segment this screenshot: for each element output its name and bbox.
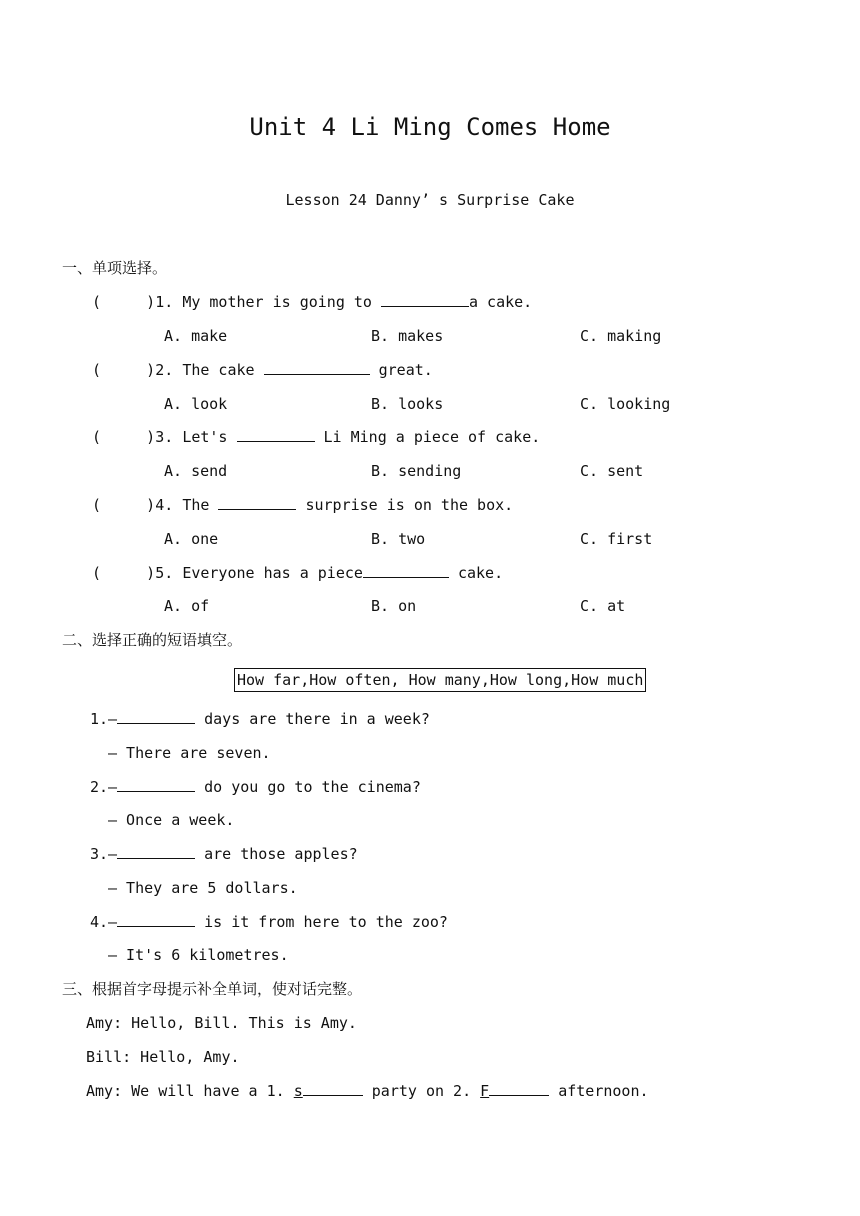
question-number: 1.	[155, 293, 174, 311]
reply-1: — There are seven.	[108, 744, 271, 762]
item-number: 2.—	[90, 778, 118, 796]
item-text: is it from here to the zoo?	[195, 913, 448, 931]
option-b: B. makes	[371, 327, 444, 345]
item-text: days are there in a week?	[195, 710, 430, 728]
option-b: B. sending	[371, 462, 462, 480]
question-text-after: great.	[369, 361, 433, 379]
answer-blank[interactable]	[381, 292, 469, 307]
option-a: A. look	[164, 395, 228, 413]
question-text-before: Let's	[182, 428, 237, 446]
option-c: C. making	[580, 327, 662, 345]
word-bank-box: How far,How often, How many,How long,How much	[234, 668, 646, 692]
dialogue-text: Amy: We will have a 1.	[86, 1082, 294, 1100]
section-2-heading: 二、选择正确的短语填空。	[62, 631, 243, 649]
option-c: C. sent	[580, 462, 644, 480]
page-subtitle: Lesson 24 Danny’ s Surprise Cake	[285, 191, 575, 209]
question-3	[92, 427, 540, 447]
answer-blank[interactable]	[218, 495, 296, 510]
fill-item-2	[90, 777, 421, 797]
item-number: 1.—	[90, 710, 118, 728]
answer-blank[interactable]	[117, 777, 195, 792]
item-number: 4.—	[90, 913, 118, 931]
fill-item-4	[90, 912, 448, 932]
question-number: 5.	[155, 564, 174, 582]
option-a: A. make	[164, 327, 228, 345]
option-a: A. send	[164, 462, 228, 480]
answer-blank[interactable]	[303, 1081, 363, 1096]
question-text-before: Everyone has a piece	[182, 564, 363, 582]
dialogue-line-2: Bill: Hello, Amy.	[86, 1048, 240, 1066]
answer-blank[interactable]	[117, 844, 195, 859]
answer-blank[interactable]	[489, 1081, 549, 1096]
question-number: 4.	[155, 496, 174, 514]
question-text-after: Li Ming a piece of cake.	[314, 428, 541, 446]
section-3-heading: 三、根据首字母提示补全单词，使对话完整。	[62, 980, 363, 998]
dialogue-line-1: Amy: Hello, Bill. This is Amy.	[86, 1014, 357, 1032]
dialogue-line-3	[86, 1081, 649, 1101]
question-text-after: surprise is on the box.	[296, 496, 514, 514]
answer-blank[interactable]	[363, 563, 449, 578]
reply-3: — They are 5 dollars.	[108, 879, 298, 897]
option-c: C. at	[580, 597, 626, 615]
question-4	[92, 495, 513, 515]
answer-blank[interactable]	[237, 427, 315, 442]
answer-blank[interactable]	[117, 709, 195, 724]
option-b: B. on	[371, 597, 417, 615]
option-c: C. looking	[580, 395, 671, 413]
option-a: A. one	[164, 530, 219, 548]
question-text-after: a cake.	[469, 293, 533, 311]
answer-parenthesis[interactable]: ( )	[92, 428, 156, 446]
answer-blank[interactable]	[117, 912, 195, 927]
option-b: B. looks	[371, 395, 444, 413]
page-title: Unit 4 Li Ming Comes Home	[249, 113, 611, 141]
fill-item-3	[90, 844, 358, 864]
question-text-before: The	[182, 496, 219, 514]
question-5	[92, 563, 503, 583]
hint-letter-2: F	[480, 1082, 490, 1100]
answer-parenthesis[interactable]: ( )	[92, 496, 156, 514]
reply-2: — Once a week.	[108, 811, 235, 829]
hint-letter-1: s	[293, 1082, 303, 1100]
answer-parenthesis[interactable]: ( )	[92, 361, 156, 379]
question-number: 2.	[155, 361, 174, 379]
answer-parenthesis[interactable]: ( )	[92, 564, 156, 582]
option-c: C. first	[580, 530, 653, 548]
answer-blank[interactable]	[264, 360, 370, 375]
question-text-before: The cake	[182, 361, 264, 379]
dialogue-text: afternoon.	[549, 1082, 649, 1100]
item-number: 3.—	[90, 845, 118, 863]
option-a: A. of	[164, 597, 210, 615]
item-text: are those apples?	[195, 845, 358, 863]
question-text-after: cake.	[448, 564, 504, 582]
dialogue-text: party on 2.	[362, 1082, 481, 1100]
option-b: B. two	[371, 530, 426, 548]
item-text: do you go to the cinema?	[195, 778, 421, 796]
question-number: 3.	[155, 428, 174, 446]
question-1	[92, 292, 532, 312]
section-1-heading: 一、单项选择。	[62, 259, 168, 277]
reply-4: — It's 6 kilometres.	[108, 946, 289, 964]
question-2	[92, 360, 433, 380]
answer-parenthesis[interactable]: ( )	[92, 293, 156, 311]
fill-item-1	[90, 709, 430, 729]
question-text-before: My mother is going to	[182, 293, 381, 311]
